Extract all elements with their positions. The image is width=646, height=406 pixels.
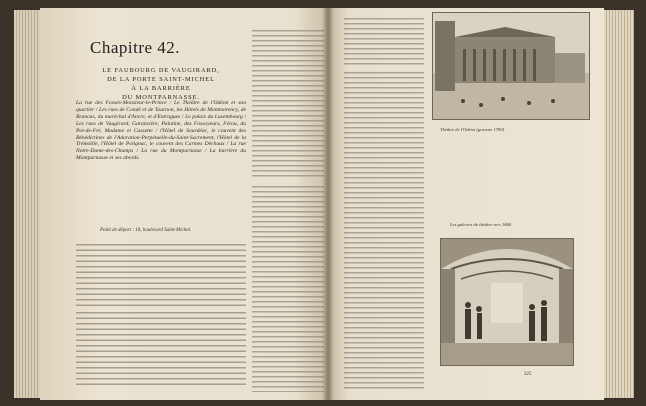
illustration-caption: Théâtre de l'Odéon (gravure 1780). [440,127,506,132]
book-gutter [322,8,334,400]
chapter-summary: La rue des Fossés-Monsieur-le-Prince / Le Théâtre de l'Odéon et son quartier / Les rues de Condé et de Tournon, les Hôtels de Montmorency, de Brancas, du maréchal d'Ancre, et d'Entragues / Le palais du Luxembourg / Les rues de Vaugirard, Garancière, Palatine, des Fossoyeurs, Férou, du Pot-de-Fer, Madame et Cassette / l'Hôtel de Sourdéac, le couvent des Bénédictines de l'Adoration-Perpétuelle-du-Saint-Sacrement, l'Hôtel de la Trémoïlle, l'Hôtel de Polignac, le couvent des Carmes Déchaux / La rue Notre-Dame-des-Champs / La rue du Montparnasse / La barrière du Montparnasse et ses abords. [76,100,246,162]
galleries-engraving [440,238,574,366]
odeon-illustration [433,13,589,119]
left-page [40,8,328,400]
page-number: 325 [524,372,532,377]
chapter-title: Chapitre 42. [90,38,181,57]
heading-line: DU MONTPARNASSE. [122,94,200,101]
body-text-column [344,72,424,390]
body-text-column [252,30,324,178]
illustration-caption: Les galeries du théâtre vers 1860 [450,222,512,227]
heading-line: DE LA PORTE SAINT-MICHEL [107,76,215,83]
body-text-block [76,312,246,386]
open-book [14,4,634,402]
body-text-column [344,18,424,68]
heading-line: À LA BARRIÈRE [131,85,191,92]
body-text-column [252,186,324,392]
right-page [328,8,604,400]
starting-point: Point de départ : 18, boulevard Saint-Michel. [100,228,192,233]
odeon-engraving [432,12,590,120]
body-text-block [76,244,246,308]
chapter-heading [76,66,246,102]
heading-line: LE FAUBOURG DE VAUGIRARD, [102,67,220,74]
galleries-illustration [441,239,573,365]
